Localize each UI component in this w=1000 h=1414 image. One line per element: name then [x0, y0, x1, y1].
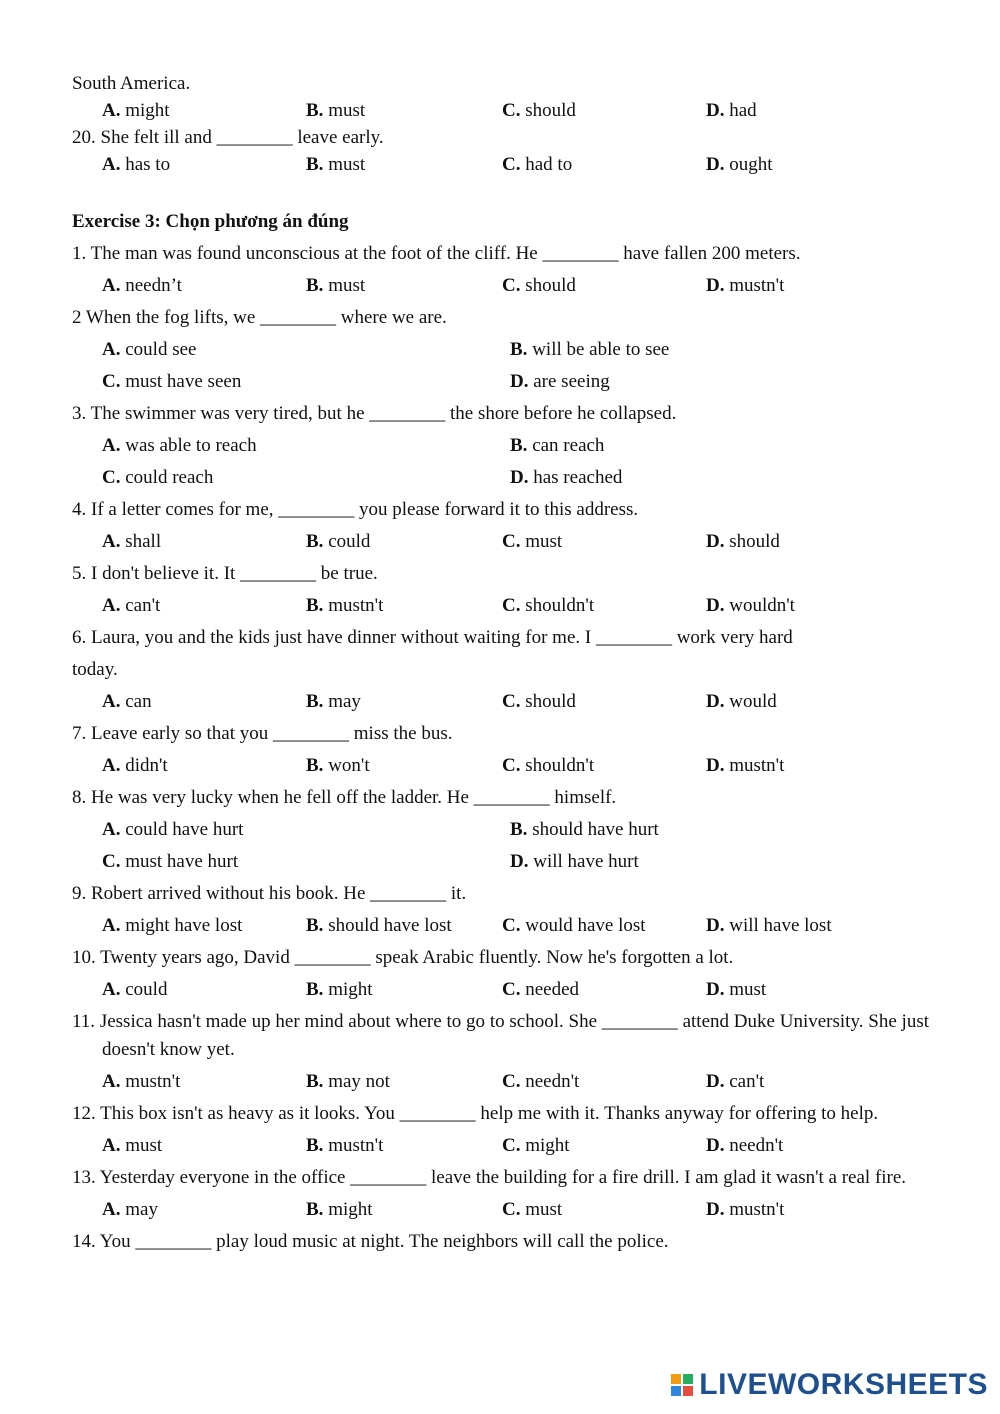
question-11-text: 11. Jessica hasn't made up her mind about where to go to school. She ________ attend Duke University. She just doesn't know yet.	[72, 1011, 929, 1060]
option-c[interactable]: C. needed	[502, 979, 580, 1000]
question-5-text: 5. I don't believe it. It ________ be true.	[72, 563, 378, 584]
option-a[interactable]: A. could	[102, 979, 168, 1000]
logo-text: LIVEWORKSHEETS	[699, 1368, 988, 1401]
question-2-text: 2 When the fog lifts, we ________ where we are.	[72, 307, 447, 328]
option-a[interactable]: A. might	[102, 100, 170, 121]
option-b[interactable]: B. may not	[306, 1071, 390, 1092]
option-a[interactable]: A. shall	[102, 531, 162, 552]
liveworksheets-logo	[671, 1368, 988, 1402]
option-a[interactable]: A. could see	[102, 339, 197, 360]
option-b[interactable]: B. might	[306, 1199, 373, 1220]
question-9-options	[72, 910, 929, 942]
question-14-text: 14. You ________ play loud music at night. The neighbors will call the police.	[72, 1231, 669, 1252]
question-9-text: 9. Robert arrived without his book. He ________ it.	[72, 883, 467, 904]
option-d[interactable]: D. ought	[706, 154, 773, 175]
question-8-text: 8. He was very lucky when he fell off the ladder. He ________ himself.	[72, 787, 617, 808]
option-a[interactable]: A. didn't	[102, 755, 168, 776]
option-a[interactable]: A. must	[102, 1135, 163, 1156]
option-c[interactable]: C. shouldn't	[502, 595, 595, 616]
option-c[interactable]: C. shouldn't	[502, 755, 595, 776]
liveworksheets-logo-icon	[671, 1374, 693, 1396]
logo-square-red	[683, 1386, 693, 1396]
option-d[interactable]: D. will have lost	[706, 915, 832, 936]
option-c[interactable]: C. should	[502, 691, 576, 712]
option-b[interactable]: B. mustn't	[306, 1135, 384, 1156]
option-a[interactable]: A. can	[102, 691, 152, 712]
option-a[interactable]: A. needn’t	[102, 275, 182, 296]
worksheet-page	[72, 68, 929, 1258]
option-d[interactable]: D. mustn't	[706, 1199, 785, 1220]
option-b[interactable]: B. must	[306, 275, 366, 296]
option-d[interactable]: D. can't	[706, 1071, 765, 1092]
question-4-text: 4. If a letter comes for me, ________ you please forward it to this address.	[72, 499, 639, 520]
question-2-options-row-1	[72, 334, 929, 366]
option-c[interactable]: C. had to	[502, 154, 573, 175]
question-6-options	[72, 686, 929, 718]
question-1-options	[72, 270, 929, 302]
option-c[interactable]: C. could reach	[102, 467, 214, 488]
question-6-text: 6. Laura, you and the kids just have dinner without waiting for me. I ________ work very hard	[72, 627, 793, 648]
option-d[interactable]: D. mustn't	[706, 275, 785, 296]
question-12-text: 12. This box isn't as heavy as it looks. You ________ help me with it. Thanks anyway for offering to help.	[72, 1103, 879, 1124]
option-b[interactable]: B. mustn't	[306, 595, 384, 616]
option-d[interactable]: D. must	[706, 979, 767, 1000]
option-c[interactable]: C. should	[502, 100, 576, 121]
option-d[interactable]: D. needn't	[706, 1135, 784, 1156]
option-a[interactable]: A. could have hurt	[102, 819, 244, 840]
question-3-options-row-2	[72, 462, 929, 494]
option-b[interactable]: B. will be able to see	[510, 339, 670, 360]
option-a[interactable]: A. mustn't	[102, 1071, 181, 1092]
option-d[interactable]: D. mustn't	[706, 755, 785, 776]
question-12-options	[72, 1130, 929, 1162]
option-b[interactable]: B. may	[306, 691, 361, 712]
option-b[interactable]: B. must	[306, 154, 366, 175]
question-6-text-continued: today.	[72, 659, 118, 680]
question-10-options	[72, 974, 929, 1006]
option-c[interactable]: C. must have seen	[102, 371, 242, 392]
option-a[interactable]: A. might have lost	[102, 915, 243, 936]
option-c[interactable]: C. should	[502, 275, 576, 296]
question-3-text: 3. The swimmer was very tired, but he ________ the shore before he collapsed.	[72, 403, 677, 424]
question-3-options-row-1	[72, 430, 929, 462]
question-11-options	[72, 1066, 929, 1098]
question-20-text: 20. She felt ill and ________ leave early.	[72, 127, 384, 148]
option-b[interactable]: B. must	[306, 100, 366, 121]
question-8-options-row-2	[72, 846, 929, 878]
option-a[interactable]: A. may	[102, 1199, 158, 1220]
option-c[interactable]: C. must	[502, 531, 563, 552]
question-4-options	[72, 526, 929, 558]
option-d[interactable]: D. has reached	[510, 467, 623, 488]
logo-square-green	[683, 1374, 693, 1384]
option-b[interactable]: B. should have hurt	[510, 819, 659, 840]
exercise-3-title: Exercise 3: Chọn phương án đúng	[72, 211, 349, 232]
question-13-text: 13. Yesterday everyone in the office ________ leave the building for a fire drill. I am glad it wasn't a real fire.	[72, 1167, 907, 1188]
logo-square-orange	[671, 1374, 681, 1384]
option-d[interactable]: D. are seeing	[510, 371, 610, 392]
option-d[interactable]: D. would	[706, 691, 777, 712]
option-b[interactable]: B. won't	[306, 755, 370, 776]
question-1-text: 1. The man was found unconscious at the foot of the cliff. He ________ have fallen 200 meters.	[72, 243, 801, 264]
option-b[interactable]: B. can reach	[510, 435, 605, 456]
question-19-options	[72, 100, 929, 122]
option-b[interactable]: B. should have lost	[306, 915, 452, 936]
option-d[interactable]: D. wouldn't	[706, 595, 795, 616]
question-8-options-row-1	[72, 814, 929, 846]
question-10-text: 10. Twenty years ago, David ________ speak Arabic fluently. Now he's forgotten a lot.	[72, 947, 734, 968]
option-a[interactable]: A. has to	[102, 154, 171, 175]
option-b[interactable]: B. might	[306, 979, 373, 1000]
question-20-options	[72, 154, 929, 176]
option-c[interactable]: C. must have hurt	[102, 851, 239, 872]
logo-square-blue	[671, 1386, 681, 1396]
question-5-options	[72, 590, 929, 622]
option-c[interactable]: C. needn't	[502, 1071, 580, 1092]
question-19-continuation: South America.	[72, 73, 191, 94]
option-b[interactable]: B. could	[306, 531, 371, 552]
question-2-options-row-2	[72, 366, 929, 398]
question-7-text: 7. Leave early so that you ________ miss the bus.	[72, 723, 453, 744]
option-a[interactable]: A. can't	[102, 595, 161, 616]
option-d[interactable]: D. should	[706, 531, 780, 552]
option-c[interactable]: C. must	[502, 1199, 563, 1220]
question-7-options	[72, 750, 929, 782]
option-a[interactable]: A. was able to reach	[102, 435, 257, 456]
option-d[interactable]: D. had	[706, 100, 757, 121]
option-d[interactable]: D. will have hurt	[510, 851, 639, 872]
question-13-options	[72, 1194, 929, 1226]
option-c[interactable]: C. might	[502, 1135, 570, 1156]
option-c[interactable]: C. would have lost	[502, 915, 646, 936]
